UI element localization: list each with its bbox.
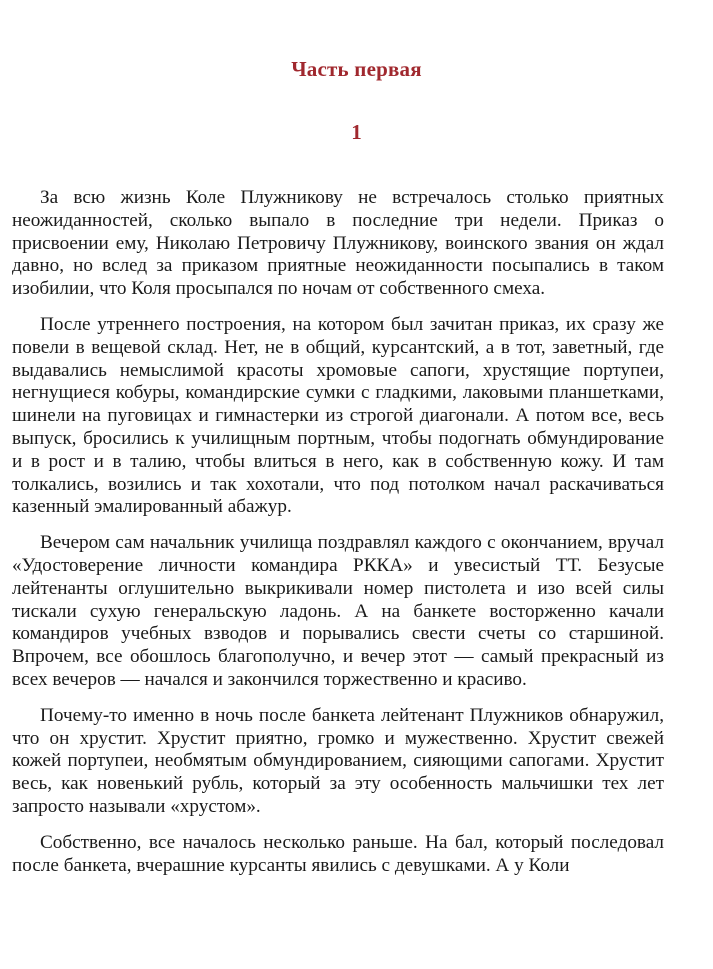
paragraph-2: После утреннего построения, на котором был зачитан приказ, их сразу же повели в вещевой склад. Нет, не в общий, курсантский, а в тот, заветный, где выдавались немыслимой красоты хромовые сапоги, хрустящие портупеи, негнущиеся кобуры, командирские сумки с гладкими, лаковыми планшетками, шинели на пуговицах и гимнастерки из строгой диагонали. А потом все, весь выпуск, бросились к училищным портным, чтобы подогнать обмундирование и в рост и в талию, чтобы влиться в него, как в собственную кожу. И там толкались, возились и так хохотали, что под потолком начал раскачиваться казенный эмалированный абажур. xyxy=(12,313,664,518)
paragraph-5: Собственно, все началось несколько раньше. На бал, который последовал после банкета, вчерашние курсанты явились с девушками. А у Коли xyxy=(12,831,664,876)
chapter-number: 1 xyxy=(351,120,362,144)
part-title: Часть первая xyxy=(291,57,422,81)
chapter-body xyxy=(12,187,664,890)
paragraph-3: Вечером сам начальник училища поздравлял каждого с окончанием, вручал «Удостоверение личности командира РККА» и увесистый ТТ. Безусые лейтенанты оглушительно выкрикивали номер пистолета и изо всей силы тискали сухую генеральскую ладонь. А на банкете восторженно качали командиров учебных взводов и порывались свести счеты со старшиной. Впрочем, все обошлось благополучно, и вечер этот — самый прекрасный из всех вечеров — начался и закончился торжественно и красиво. xyxy=(12,532,664,690)
paragraph-4: Почему-то именно в ночь после банкета лейтенант Плужников обнаружил, что он хрустит. Хрустит приятно, громко и мужественно. Хрустит свежей кожей портупеи, необмятым обмундированием, сияющими сапогами. Хрустит весь, как новенький рубль, который за эту особенность мальчишки тех лет запросто называли «хрустом». xyxy=(12,704,664,817)
paragraph-1: За всю жизнь Коле Плужникову не встречалось столько приятных неожиданностей, сколько выпало в последние три недели. Приказ о присвоении ему, Николаю Петровичу Плужникову, воинского звания он ждал давно, но вслед за приказом приятные неожиданности посыпались в таком изобилии, что Коля просыпался по ночам от собственного смеха. xyxy=(12,187,664,300)
